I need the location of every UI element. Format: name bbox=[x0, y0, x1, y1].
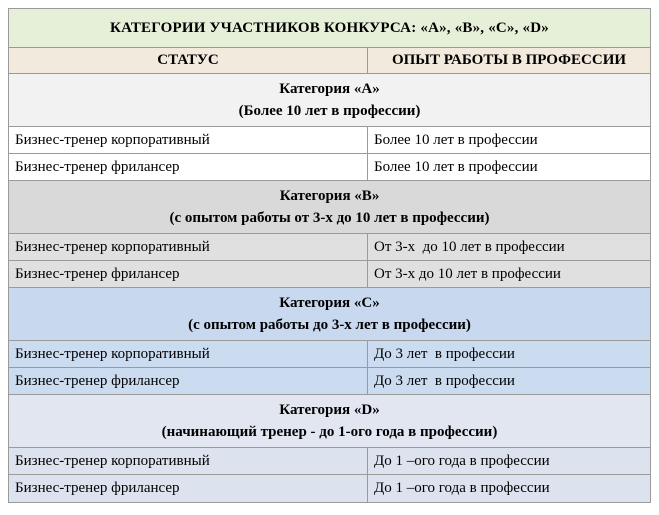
status-cell: Бизнес-тренер фрилансер bbox=[9, 475, 368, 503]
experience-cell: До 3 лет в профессии bbox=[368, 341, 651, 368]
category-a-subtitle: (Более 10 лет в профессии) bbox=[238, 103, 421, 119]
category-b-subtitle: (с опытом работы от 3-х до 10 лет в профессии) bbox=[169, 210, 490, 226]
table-title-row bbox=[9, 9, 651, 48]
experience-cell: От 3-х до 10 лет в профессии bbox=[368, 234, 651, 261]
table-header-row bbox=[9, 48, 651, 74]
category-d-header bbox=[9, 395, 651, 448]
category-a-header-row bbox=[9, 74, 651, 127]
table-row bbox=[9, 341, 651, 368]
status-cell: Бизнес-тренер корпоративный bbox=[9, 127, 368, 154]
category-b-title: Категория «В» bbox=[279, 188, 380, 204]
experience-cell: До 1 –ого года в профессии bbox=[368, 475, 651, 503]
category-b-header-row bbox=[9, 181, 651, 234]
table-row bbox=[9, 368, 651, 395]
table-row bbox=[9, 448, 651, 475]
experience-cell: Более 10 лет в профессии bbox=[368, 127, 651, 154]
status-cell: Бизнес-тренер фрилансер bbox=[9, 154, 368, 181]
category-b-header bbox=[9, 181, 651, 234]
column-header-status: СТАТУС bbox=[9, 48, 368, 74]
category-d-title: Категория «D» bbox=[279, 402, 380, 418]
status-cell: Бизнес-тренер фрилансер bbox=[9, 261, 368, 288]
category-c-header bbox=[9, 288, 651, 341]
category-c-header-row bbox=[9, 288, 651, 341]
category-a-title: Категория «А» bbox=[279, 81, 380, 97]
table-row bbox=[9, 261, 651, 288]
participant-categories-table bbox=[8, 8, 651, 503]
table-row bbox=[9, 127, 651, 154]
table-row bbox=[9, 154, 651, 181]
column-header-experience: ОПЫТ РАБОТЫ В ПРОФЕССИИ bbox=[368, 48, 651, 74]
experience-cell: До 3 лет в профессии bbox=[368, 368, 651, 395]
category-d-subtitle: (начинающий тренер - до 1-ого года в профессии) bbox=[161, 424, 498, 440]
experience-cell: От 3-х до 10 лет в профессии bbox=[368, 261, 651, 288]
status-cell: Бизнес-тренер корпоративный bbox=[9, 448, 368, 475]
experience-cell: Более 10 лет в профессии bbox=[368, 154, 651, 181]
category-c-title: Категория «С» bbox=[279, 295, 380, 311]
table-title: КАТЕГОРИИ УЧАСТНИКОВ КОНКУРСА: «А», «В», «С», «D» bbox=[9, 9, 651, 48]
experience-cell: До 1 –ого года в профессии bbox=[368, 448, 651, 475]
status-cell: Бизнес-тренер корпоративный bbox=[9, 234, 368, 261]
table-row bbox=[9, 234, 651, 261]
table-row bbox=[9, 475, 651, 503]
category-d-header-row bbox=[9, 395, 651, 448]
status-cell: Бизнес-тренер фрилансер bbox=[9, 368, 368, 395]
category-c-subtitle: (с опытом работы до 3-х лет в профессии) bbox=[188, 317, 471, 333]
status-cell: Бизнес-тренер корпоративный bbox=[9, 341, 368, 368]
category-a-header bbox=[9, 74, 651, 127]
